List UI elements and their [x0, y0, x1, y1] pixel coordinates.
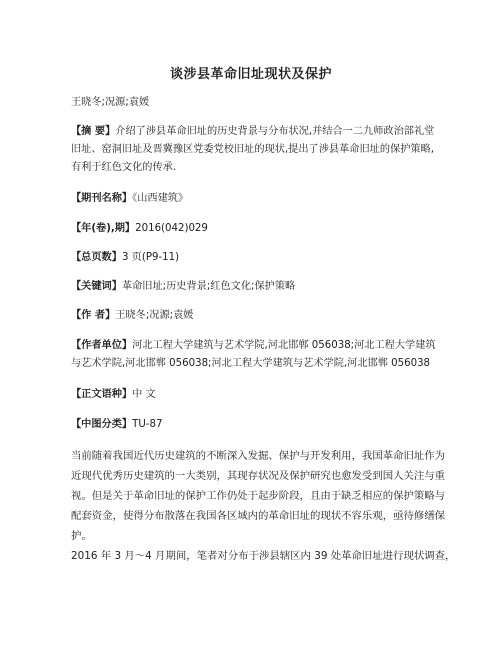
- language-line: [71, 388, 156, 402]
- year-issue-label: 【年(卷),期】: [71, 223, 136, 234]
- affiliation-line-1: [71, 339, 436, 353]
- author-label: 【作 者】: [71, 310, 116, 321]
- abstract-line-3: 有利于红色文化的传承.: [71, 162, 177, 173]
- affiliation-label: 【作者单位】: [71, 340, 133, 351]
- keywords-label: 【关键词】: [71, 281, 122, 292]
- affiliation-line-2: 与艺术学院,河北邯郸 056038;河北工程大学建筑与艺术学院,河北邯郸 056038: [71, 358, 431, 369]
- journal-label: 【期刊名称】: [71, 193, 133, 204]
- year-issue-value: 2016(042)029: [135, 223, 208, 234]
- classification-value: TU-87: [132, 419, 163, 430]
- body-line-3: 视。但是关于革命旧址的保护工作仍处于起步阶段，且由于缺乏相应的保护策略与: [71, 490, 446, 502]
- journal-line: [71, 192, 188, 206]
- keywords-value: 革命旧址;历史背景;红色文化;保护策略: [121, 281, 296, 292]
- body-line-2: 近现代优秀历史建筑的一大类别，其现存状况及保护研究也愈发受到国人关注与重: [71, 470, 446, 482]
- keywords-line: [71, 280, 295, 294]
- body-line-6: 2016 年 3 月～4 月期间，笔者对分布于涉县辖区内 39 处革命旧址进行现状调查，: [71, 550, 456, 562]
- authors-line: 王晓冬;况源;袁媛: [71, 97, 150, 108]
- year-issue-line: [71, 222, 208, 236]
- abstract-text-1: 介绍了涉县革命旧址的历史背景与分布状况,并结合一二九师政治部礼堂: [115, 126, 435, 137]
- abstract-line-2: 旧址、窑洞旧址及晋冀豫区党委党校旧址的现状,提出了涉县革命旧址的保护策略,: [71, 144, 435, 155]
- author-value: 王晓冬;况源;袁媛: [115, 310, 194, 321]
- language-label: 【正文语种】: [71, 389, 133, 400]
- classification-line: [71, 418, 162, 432]
- pages-label: 【总页数】: [71, 252, 122, 263]
- abstract-line-1: [71, 125, 434, 139]
- language-value: 中 文: [132, 389, 156, 400]
- abstract-label: 【摘 要】: [71, 126, 116, 137]
- body-line-4: 配套资金，使得分布散落在我国各区域内的革命旧址的现状不容乐观，亟待修缮保: [71, 510, 446, 522]
- pages-line: [71, 251, 179, 265]
- body-line-5: 护。: [71, 530, 92, 542]
- journal-value: 《山西建筑》: [132, 193, 189, 204]
- pages-value: 3 页(P9-11): [121, 252, 180, 263]
- author-line: [71, 309, 193, 323]
- page-title: 谈涉县革命旧址现状及保护: [169, 67, 332, 82]
- affiliation-text-1: 河北工程大学建筑与艺术学院,河北邯郸 056038;河北工程大学建筑: [132, 340, 436, 351]
- classification-label: 【中图分类】: [71, 419, 133, 430]
- body-line-1: 当前随着我国近代历史建筑的不断深入发掘、保护与开发利用，我国革命旧址作为: [71, 450, 446, 462]
